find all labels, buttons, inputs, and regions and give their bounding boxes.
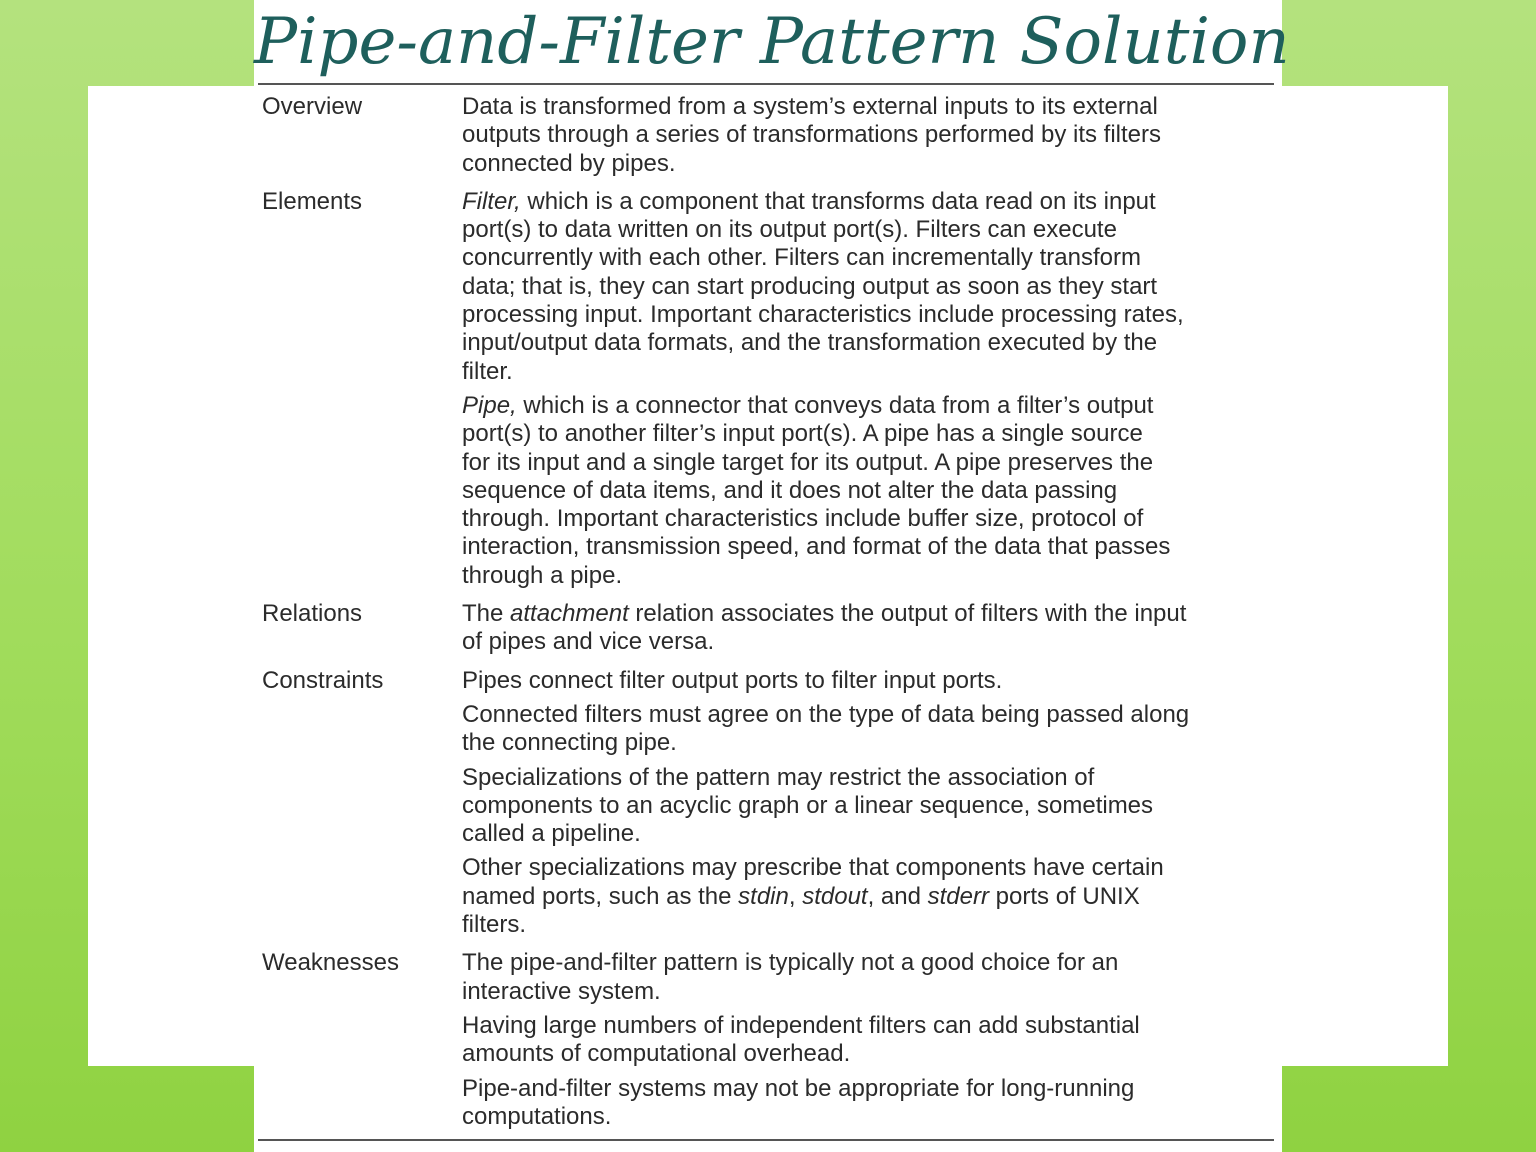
row-content <box>462 93 1268 178</box>
emphasized-term: Filter, <box>462 187 521 215</box>
text-line <box>462 392 1268 420</box>
top-rule <box>258 83 1274 85</box>
text-fragment: , <box>788 882 803 910</box>
text-fragment: relation associates the output of filters with the input <box>628 600 1187 628</box>
text-line: filter. <box>462 357 513 385</box>
text-line: interaction, transmission speed, and format of the data that passes <box>462 533 1171 561</box>
pattern-table <box>262 93 1276 1141</box>
paragraph <box>462 1012 1268 1069</box>
text-line: through a pipe. <box>462 561 623 589</box>
row-label: Constraints <box>262 666 384 694</box>
table-row <box>262 949 1276 1131</box>
table-row <box>262 667 1276 940</box>
slide-title: Pipe-and-Filter Pattern Solution <box>254 5 1290 79</box>
paragraph <box>462 854 1268 939</box>
text-line: computations. <box>462 1102 612 1130</box>
text-line: called a pipeline. <box>462 820 641 848</box>
text-line: Other specializations may prescribe that components have certain <box>462 854 1164 882</box>
text-line: of pipes and vice versa. <box>462 628 715 656</box>
text-fragment: The <box>462 600 511 628</box>
paragraph <box>462 392 1268 590</box>
text-line: components to an acyclic graph or a linear sequence, sometimes <box>462 791 1154 819</box>
text-line: The pipe-and-filter pattern is typically not a good choice for an <box>462 949 1119 977</box>
paragraph <box>462 93 1268 178</box>
bottom-rule <box>258 1139 1274 1141</box>
text-line: processing input. Important characteristics include processing rates, <box>462 301 1184 329</box>
text-line: interactive system. <box>462 977 661 1005</box>
row-label: Weaknesses <box>262 949 399 977</box>
emphasized-term: attachment <box>510 600 629 628</box>
text-line: data; that is, they can start producing output as soon as they start <box>462 272 1158 300</box>
table-row <box>262 93 1276 178</box>
paragraph <box>462 701 1268 758</box>
row-content <box>462 600 1268 657</box>
paragraph <box>462 188 1268 386</box>
paragraph <box>462 600 1268 657</box>
paragraph <box>462 764 1268 849</box>
text-line: Pipes connect filter output ports to filter input ports. <box>462 666 1003 694</box>
text-line <box>462 883 1268 911</box>
paragraph <box>462 949 1268 1006</box>
text-fragment: ports of UNIX <box>989 882 1140 910</box>
text-line: concurrently with each other. Filters can incrementally transform <box>462 244 1141 272</box>
text-line: connected by pipes. <box>462 149 676 177</box>
paragraph <box>462 1075 1268 1132</box>
emphasized-term: Pipe, <box>462 391 517 419</box>
text-line: Specializations of the pattern may restrict the association of <box>462 763 1095 791</box>
text-line: through. Important characteristics include buffer size, protocol of <box>462 505 1144 533</box>
text-line: filters. <box>462 911 527 939</box>
text-line <box>462 600 1268 628</box>
text-line: outputs through a series of transformations performed by its filters <box>462 121 1161 149</box>
emphasized-term: stderr <box>927 882 989 910</box>
text-line: Having large numbers of independent filters can add substantial <box>462 1011 1140 1039</box>
row-content <box>462 667 1268 940</box>
text-line: sequence of data items, and it does not alter the data passing <box>462 476 1118 504</box>
text-fragment: which is a connector that conveys data from a filter’s output <box>516 391 1154 419</box>
text-line <box>462 188 1268 216</box>
row-content <box>462 188 1268 590</box>
text-line: Pipe-and-filter systems may not be appropriate for long-running <box>462 1074 1135 1102</box>
text-fragment: , and <box>867 882 928 910</box>
text-line: port(s) to another filter’s input port(s). A pipe has a single source <box>462 420 1143 448</box>
text-fragment: which is a component that transforms data read on its input <box>520 187 1156 215</box>
emphasized-term: stdin <box>738 882 789 910</box>
text-line: the connecting pipe. <box>462 729 677 757</box>
text-line: input/output data formats, and the transformation executed by the <box>462 329 1158 357</box>
text-line: for its input and a single target for its output. A pipe preserves the <box>462 448 1154 476</box>
table-row <box>262 188 1276 590</box>
row-label: Relations <box>262 600 363 628</box>
row-content <box>462 949 1268 1131</box>
row-label: Overview <box>262 93 363 120</box>
row-label: Elements <box>262 187 363 215</box>
text-line: amounts of computational overhead. <box>462 1040 851 1068</box>
text-line: Data is transformed from a system’s external inputs to its external <box>462 93 1158 120</box>
paragraph <box>462 667 1268 695</box>
slide-panel <box>254 0 1290 1152</box>
text-fragment: named ports, such as the <box>462 882 739 910</box>
table-row <box>262 600 1276 657</box>
text-line: port(s) to data written on its output port(s). Filters can execute <box>462 216 1117 244</box>
emphasized-term: stdout <box>802 882 868 910</box>
text-line: Connected filters must agree on the type of data being passed along <box>462 700 1190 728</box>
